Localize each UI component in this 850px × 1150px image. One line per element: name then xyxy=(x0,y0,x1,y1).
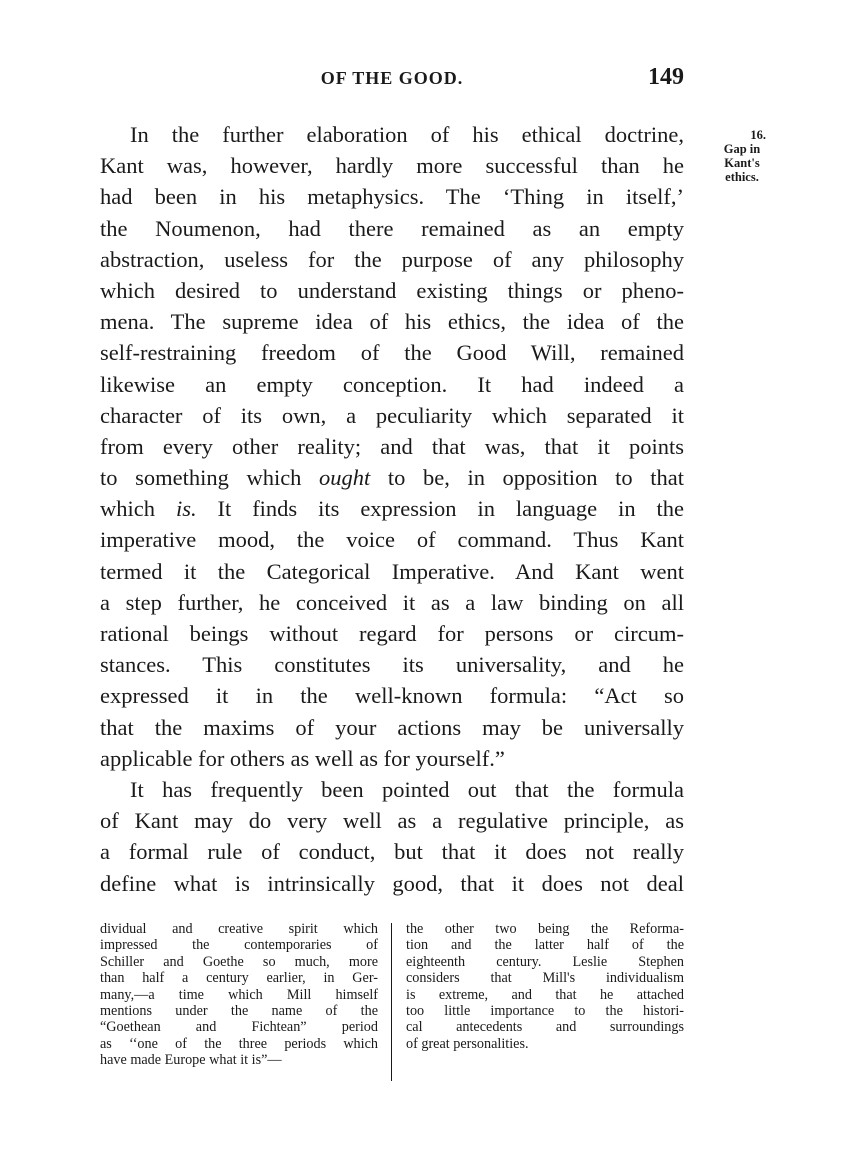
footnote-line: “Goethean and Fichtean” period xyxy=(100,1019,378,1036)
footnote-line: impressed the contemporaries of xyxy=(100,937,378,954)
text-segment: to be, in opposition to that xyxy=(370,465,684,491)
footnote-line: tion and the latter half of the xyxy=(406,937,684,954)
text-line: It has frequently been pointed out that the formula xyxy=(130,776,684,802)
footnote-line: Schiller and Goethe so much, more xyxy=(100,953,378,970)
text-line: character of its own, a peculiarity which separated it xyxy=(100,402,684,428)
text-line: Kant was, however, hardly more successful than he xyxy=(100,153,684,179)
footnote-line: dividual and creative spirit which xyxy=(100,921,378,937)
footnote-line: is extreme, and that he attached xyxy=(406,986,684,1003)
footnote-line: than half a century earlier, in Ger- xyxy=(100,970,378,987)
text-segment: which xyxy=(100,496,176,522)
margin-note-line: ethics. xyxy=(725,170,759,184)
footnotes xyxy=(100,921,684,1081)
text-line: stances. This constitutes its universality, and he xyxy=(100,652,684,678)
text-line-with-italic xyxy=(100,493,684,524)
footnote-line: cal antecedents and surroundings xyxy=(406,1019,684,1036)
footnote-line: have made Europe what it is”— xyxy=(100,1052,282,1069)
footnote-line: considers that Mill's individualism xyxy=(406,970,684,987)
text-line: which desired to understand existing things or pheno- xyxy=(100,277,684,303)
text-line: had been in his metaphysics. The ‘Thing in itself,’ xyxy=(100,184,684,210)
text-line: mena. The supreme idea of his ethics, the idea of the xyxy=(100,309,684,335)
italic-word: is. xyxy=(175,496,197,522)
footnote-line: as ‘‘one of the three periods which xyxy=(100,1035,378,1052)
text-line: a step further, he conceived it as a law binding on all xyxy=(100,589,684,615)
text-line: the Noumenon, had there remained as an empty xyxy=(100,215,684,241)
margin-note-number: 16. xyxy=(750,128,766,142)
margin-note xyxy=(712,128,772,184)
text-line: define what is intrinsically good, that it does not deal xyxy=(100,870,684,896)
footnote-line: many,—a time which Mill himself xyxy=(100,986,378,1003)
text-line: rational beings without regard for persons or circum- xyxy=(100,621,684,646)
text-line: expressed it in the well-known formula: “Act so xyxy=(100,683,684,709)
text-segment: to something which xyxy=(100,465,320,491)
text-line-with-italic xyxy=(100,462,684,493)
footnote-column-right xyxy=(406,921,684,1052)
body-text xyxy=(100,119,684,899)
text-line: abstraction, useless for the purpose of any philosophy xyxy=(100,246,684,272)
running-head xyxy=(100,64,684,94)
text-line: self-restraining freedom of the Good Will, remained xyxy=(100,340,684,366)
running-title: OF THE GOOD. xyxy=(320,68,464,88)
text-line: In the further elaboration of his ethical doctrine, xyxy=(130,122,684,147)
text-line: imperative mood, the voice of command. Thus Kant xyxy=(100,527,684,553)
text-line: of Kant may do very well as a regulative principle, as xyxy=(100,808,684,834)
text-line: termed it the Categorical Imperative. And Kant went xyxy=(100,558,684,584)
footnote-line: mentions under the name of the xyxy=(100,1002,378,1019)
text-line: that the maxims of your actions may be universally xyxy=(100,714,684,740)
footnote-line: too little importance to the histori- xyxy=(406,1002,684,1019)
footnote-line: eighteenth century. Leslie Stephen xyxy=(406,953,684,970)
text-segment: It finds its expression in language in the xyxy=(196,496,684,522)
footnote-column-left xyxy=(100,921,378,1069)
margin-note-line: Gap in xyxy=(723,142,761,156)
page-number: 149 xyxy=(648,64,684,90)
italic-word: ought xyxy=(319,465,371,491)
text-line: a formal rule of conduct, but that it does not really xyxy=(100,839,684,865)
footnote-line: the other two being the Reforma- xyxy=(406,921,684,937)
footnote-divider xyxy=(391,923,392,1081)
footnote-line: of great personalities. xyxy=(406,1035,529,1052)
margin-note-line: Kant's xyxy=(724,156,760,170)
text-line: applicable for others as well as for yourself.” xyxy=(100,745,505,771)
text-line: from every other reality; and that was, that it points xyxy=(100,433,684,459)
text-line: likewise an empty conception. It had indeed a xyxy=(100,371,684,397)
